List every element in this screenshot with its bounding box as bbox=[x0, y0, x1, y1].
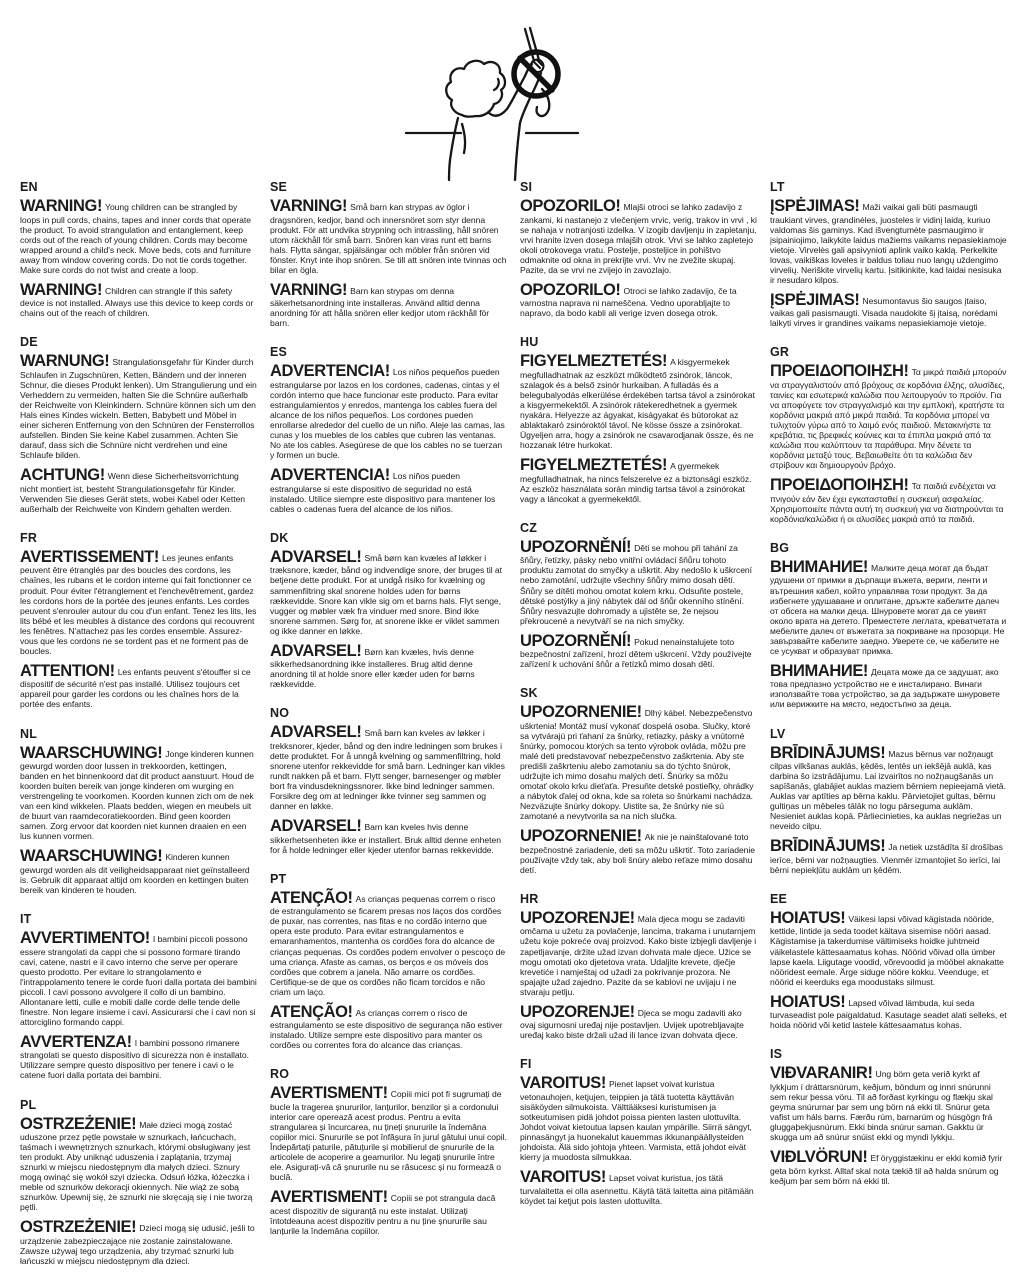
column-4 bbox=[770, 180, 1007, 1203]
warning-heading: ATENÇÃO! bbox=[270, 888, 353, 907]
language-code-label: DE bbox=[20, 335, 38, 350]
warning-heading: VAROITUS! bbox=[520, 1168, 606, 1187]
warning-heading: UPOZORENJE! bbox=[520, 1002, 635, 1021]
warning-heading: ADVARSEL! bbox=[270, 817, 362, 836]
warning-text: Lapset voivat kuristua, jos tätä turvalaitetta ei olla asennettu. Käytä tätä laitetta aina pitämään köydet tai ketjut pois lasten ulottuvilta. bbox=[520, 1173, 754, 1206]
warning-text: Los niños pueden estrangularse si este dispositivo de seguridad no está instalado. Utilice siempre este dispositivo para mantener los cables o cadenas fuera del alcance de los niños. bbox=[270, 471, 496, 514]
warning-heading: VIÐLVÖRUN! bbox=[770, 1148, 868, 1167]
warning-text: A kisgyermekek megfulladhatnak az eszközt működtető zsinórok, láncok, szalagok és a belső zsinór hurkaiban. A fulladás és a belegubalyodás elkerülése érdekében tartsa távol a zsinórokat a kisgyermekektől. A zsinórok rátekeredhetnek a gyermek nyakára. Helyezze az ágyakat, kiságyakat és bútorokat az ablaktakaró zsinóroktól távol. Ne kösse össze a zsinórokat. Ügyeljen arra, hogy a zsinórok ne csavarodjanak össze, és ne hozzanak létre hurkokat. bbox=[520, 357, 755, 451]
warning-text: Små børn kan kvæles af løkker i træksnore, kæder, bånd og indvendige snore, der bruges til at betjene dette produkt. For at undgå risiko for kvælning og sammenfiltring skal snorene holdes uden for børns rækkevidde. Snore kan vikle sig om et barns hals. Flyt senge, vugger og møbler væk fra vinduer med snore. Bind ikke snorene sammen. Sørg for, at snorene ikke er viklet sammen og ikke danner en løkke. bbox=[270, 552, 502, 636]
language-section-HR bbox=[520, 892, 757, 1040]
warning-heading: WAARSCHUWING! bbox=[20, 743, 163, 762]
language-code-label: DK bbox=[270, 530, 289, 545]
warning-heading: BRĪDINĀJUMS! bbox=[770, 743, 886, 762]
warning-text: Mazus bērnus var nožņaugt cilpas vilkšanas auklās, ķēdēs, lentēs un iekšējā auklā, kas darbina šo izstrādājumu. Lai izvairītos no nožņaugšanās un sapīšanās, glabājiet auklas maziem bērniem nepieejamā vietā. Auklas var aptīties ap bērna kaklu. Pārvietojiet gultas, bērnu gultiņas un mēbeles tālāk no logu pārseguma auklām. Nesieniet auklas kopā. Pārliecinieties, ka auklas negriežas un neveido cilpu. bbox=[770, 748, 1006, 832]
warning-paragraph bbox=[270, 1189, 507, 1236]
warning-text: Ung börn geta verið kyrkt af lykkjum í dráttarsnúrum, keðjum, böndum og innri snúrunni sem rekur þessa vöru. Til að forðast kyrkingu og flækju skal geyma snúrurnar þar sem ung börn ná ekki til. Snúrur geta vafist um háls barns. Færðu rúm, barnarúm og húsgögn frá gluggaþekjusnúrum. Ekki binda snúrur saman. Gakktu úr skugga um að snúrur snúist ekki og myndi lykkju. bbox=[770, 1069, 993, 1143]
warning-heading: ΠΡΟΕΙΔΟΠΟΙΗΣΗ! bbox=[770, 362, 909, 381]
warning-heading: HOIATUS! bbox=[770, 992, 846, 1011]
warning-paragraph bbox=[770, 994, 1007, 1031]
warning-paragraph bbox=[20, 745, 257, 842]
warning-heading: UPOZORNĚNÍ! bbox=[520, 631, 632, 650]
warning-text: Mlajši otroci se lahko zadavijo z zankami, ki nastanejo z vlečenjem vrvic, verig, trakov in vrvi , ki se nahaja v notranjosti izdelka. V izogib davljenju in zapletanju, vrvi hranite izven dosega mlajših otrok. Vrvi se lahko zapletejo okoli otrokovega vratu. Postelje, posteljice in pohištvo odmaknite od okna in prekrijte vrvi. Vrv ne zvežite skupaj. Pazite, da se vrvi ne zvijejo in zavozlajo. bbox=[520, 202, 757, 275]
warning-paragraph bbox=[270, 467, 507, 514]
language-code-label: PT bbox=[270, 871, 287, 886]
language-section-NL bbox=[20, 727, 257, 896]
warning-paragraph bbox=[270, 890, 507, 997]
warning-paragraph bbox=[20, 282, 257, 319]
warning-heading: WARNING! bbox=[20, 197, 103, 215]
warning-heading: VIÐVARANIR! bbox=[770, 1064, 873, 1083]
warning-heading: ВНИМАНИЕ! bbox=[770, 557, 869, 576]
warning-heading: FIGYELMEZTETÉS! bbox=[520, 456, 668, 475]
warning-text: As crianças correm o risco de estrangulamento se este dispositivo de segurança não estiver instalado. Utilize sempre este dispositivo para manter os cordões ou correntes fora do alcance das crianças. bbox=[270, 1007, 503, 1051]
warning-text: Jonge kinderen kunnen gewurgd worden door lussen in trekkoorden, kettingen, banden en het binnenkoord dat dit product aanstuurt. Houd de koorden buiten bereik van jonge kinderen om wurging en verstrengeling te voorkomen. Koorden kunnen zich om de nek van een kind wikkelen. Plaats bedden, wiegen en meubels uit de buurt van raamdecoratiekoorden. Bind geen koorden samen. Zorg ervoor dat koorden niet kunnen draaien en een lus kunnen vormen. bbox=[20, 748, 254, 842]
column-3 bbox=[520, 180, 757, 1223]
warning-paragraph bbox=[270, 1004, 507, 1051]
warning-heading: WAARSCHUWING! bbox=[20, 847, 163, 866]
warning-text: Strangulationsgefahr für Kinder durch Schlaufen in Zugschnüren, Ketten, Bändern und der inneren Schnur, die dieses Produkt lenken). Um Strangulierung und ein Verheddern zu vermeiden, halten Sie die Schnüre außerhalb der Reichweite von Kleinkindern. Schnüre können sich um den Hals eines Kindes wickeln. Betten, Babybett und Möbel in einer sicheren Entfernung von den Schnüren der Fensterrollos aufstellen. Binden Sie keine Kabel zusammen. Achten Sie darauf, dass sich die Schnüre nicht verdrehen und eine Schlaufe bilden. bbox=[20, 357, 257, 461]
warning-text: Děti se mohou při tahání za šňůry, řetízky, pásky nebo vnitřní ovládací šňůru tohoto produktu zamotat do smyčky a uškrtit. Aby nedošlo k uškrcení nebo zamotání, udržujte všechny šňůry mimo dosah dětí. Šňůry se dítěti mohou omotat kolem krku. Odsuňte postele, dětské postýlky a jiný nábytek dál od šňůr okenního stínění. Šňůry nesvazujte dohromady a ujistěte se, že nejsou překroucené a nevytváří se na nich smyčky. bbox=[520, 542, 753, 626]
warning-paragraph bbox=[270, 549, 507, 636]
warning-heading: AVVERTIMENTO! bbox=[20, 929, 150, 948]
warning-text: Les jeunes enfants peuvent être étranglés par des boucles des cordons, les chaînes, les rubans et le cordon interne qui fait fonctionner ce produit. Pour éviter l'étranglement et l'enchevêtrement, gardez les cordons hors de la portée des jeunes enfants. Les cordes peuvent s'enrouler autour du cou d'un enfant. Tenez les lits, les lits bébé et les meubles à distance des cordons qui recouvrent les fenêtres. N'attachez pas les cordes ensemble. Assurez-vous que les cordons ne se tordent pas et ne forment pas de boucles. bbox=[20, 552, 257, 656]
warning-text: Малките деца могат да бъдат удушени от примки в дърпащи въжета, вериги, ленти и вътрешния кабел, който управлява този продукт. За да избегнете удушаване и оплитане, дръжте кабелите далеч от обсега на малки деца. Шнуровете могат да се увият около врата на детето. Преместете леглата, креватчетата и мебелите далеч от въжетата за покриване на прозорци. Не завързвайте кабелите заедно. Уверете се, че кабелите не се усукват и образуват примка. bbox=[770, 562, 1007, 656]
warning-heading: AVVERTENZA! bbox=[20, 1032, 132, 1051]
warning-text: Copiii se pot strangula dacă acest dispozitiv de siguranță nu este instalat. Utilizați întotdeauna acest dispozitiv pentru a nu ține șnururile sau lanțurile la îndemâna copiilor. bbox=[270, 1193, 496, 1236]
column-1 bbox=[20, 180, 257, 1283]
language-code-label: NO bbox=[270, 706, 290, 721]
warning-paragraph bbox=[20, 1034, 257, 1081]
warning-heading: ВНИМАНИЕ! bbox=[770, 661, 869, 680]
language-section-SE bbox=[270, 180, 507, 328]
language-section-IS bbox=[770, 1047, 1007, 1185]
warning-heading: BRĪDINĀJUMS! bbox=[770, 837, 886, 856]
warning-text: Dzieci mogą się udusić, jeśli to urządzenie zabezpieczające nie zostanie zainstalowane. Zawsze używaj tego urządzenia, aby trzymać sznurki lub łańcuszki w miejscu niedostępnym dla dzieci. bbox=[20, 1223, 255, 1266]
warning-heading: OPOZORILO! bbox=[520, 197, 621, 215]
warning-heading: OSTRZEŻENIE! bbox=[20, 1114, 137, 1133]
warning-paragraph bbox=[20, 198, 257, 275]
child-reaching-cord-drawing bbox=[388, 26, 652, 182]
warning-heading: ATTENTION! bbox=[20, 661, 115, 680]
language-section-SI bbox=[520, 180, 757, 318]
warning-heading: ACHTUNG! bbox=[20, 466, 105, 485]
warning-text: Små barn kan kveles av løkker i trekksnorer, kjeder, bånd og den indre ledningen som brukes i dette produktet. For å unngå kvelning og sammenfiltring, hold snorene utenfor rekkevidde for små barn. Ledninger kan vikles rundt nakken på et barn. Flytt senger, barnesenger og møbler bort fra vindusdekningssnorer. Ikke bind ledninger sammen. Forsikre deg om at ledninger ikke tvinner seg sammen og danner en løkke. bbox=[270, 728, 505, 812]
warning-paragraph bbox=[520, 353, 757, 450]
child-cord-warning-illustration bbox=[388, 26, 652, 182]
warning-paragraph bbox=[270, 363, 507, 460]
warning-paragraph bbox=[520, 828, 757, 875]
language-code-label: LV bbox=[770, 726, 786, 741]
child-torso bbox=[515, 123, 520, 180]
warning-paragraph bbox=[20, 1116, 257, 1213]
warning-text: Ef öryggistækinu er ekki komið fyrir geta börn kyrkst. Alltaf skal nota tækið til að halda snúrum og keðjum þar sem börn ná ekki til. bbox=[770, 1153, 1003, 1186]
warning-text: Pienet lapset voivat kuristua vetonauhojen, ketjujen, teippien ja tätä tuotetta käyttävän sisäköyden silmukoista. Välttääksesi kuristumisen ja sotkeutumisen pidä johdot poissa pienten lasten ulottuvilta. Johdot voivat kietoutua lapsen kaulan ympärille. Siirrä sängyt, pinnasängyt ja huonekalut kauemmas ikkunanpäällysteiden johdoista. Älä sido johtoja yhteen. Varmista, että johdot eivät kierry ja muodosta silmukkaa. bbox=[520, 1079, 752, 1163]
language-section-GR bbox=[770, 345, 1007, 524]
warning-paragraph bbox=[520, 633, 757, 670]
language-section-SK bbox=[520, 686, 757, 875]
child-back bbox=[449, 118, 458, 180]
text-columns bbox=[20, 180, 1006, 1283]
warning-heading: ADVARSEL! bbox=[270, 641, 362, 660]
warning-heading: UPOZORNENIE! bbox=[520, 827, 642, 846]
language-section-FI bbox=[520, 1057, 757, 1205]
warning-heading: ADVERTENCIA! bbox=[270, 466, 390, 485]
warning-text: I bambini piccoli possono essere strangolati da cappi che si possono formare tirando cavi, catene, nastri e il cavo interno che serve per operare questo prodotto. Per evitare lo strangolamento e l'intrappolamento tenere le corde fuori dalla portata dei bambini piccoli. I cavi possono avvolgere il collo di un bambino. Allontanare letti, culle e mobili dalle corde delle tende delle finestre. Non legare insieme i cavi. Assicurarsi che i cavi non si attorciglino formando cappi. bbox=[20, 934, 257, 1027]
warning-text: Los niños pequeños pueden estrangularse por lazos en los cordones, cadenas, cintas y el cordón interno que hace funcionar este producto. Para evitar estrangulamientos y enredos, mantenga los cables fuera del alcance de los niños pequeños. Los cordones pueden enrollarse alrededor del cuello de un niño. Aleje las camas, las cunas y los muebles de los cables que cubren las ventanas. No ate los cables. Asegúrese de que los cables no se tuerzan y formen un bucle. bbox=[270, 367, 505, 461]
warning-heading: ADVERTENCIA! bbox=[270, 362, 390, 381]
warning-paragraph bbox=[770, 663, 1007, 710]
warning-heading: HOIATUS! bbox=[770, 908, 846, 927]
warning-paragraph bbox=[520, 1004, 757, 1041]
language-section-NO bbox=[270, 706, 507, 854]
warning-paragraph bbox=[770, 838, 1007, 875]
warning-heading: AVERTISMENT! bbox=[270, 1188, 388, 1207]
warning-text: Τα παιδιά ενδέχεται να πνιγούν εάν δεν έχει εγκατασταθεί η συσκευή ασφαλείας. Χρησιμοποιείτε πάντα αυτή τη συσκευή για να διατηρούνται τα κορδόνια/καλώδια ή οι αλυσίδες μακριά από τα παιδιά. bbox=[770, 481, 1004, 524]
language-code-label: LT bbox=[770, 180, 785, 194]
warning-text: Maži vaikai gali būti pasmaugti traukiant virves, grandinėles, juosteles ir vidinį laidą, kuriuo valdomas šis gaminys. Kad išvengtumėte pasmaugimo ir įsipainiojimo, laikykite laidus mažiems vaikams nepasiekiamoje vietoje. Virvelės gali apsivynioti aplink vaiko kaklą. Perkelkite lovas, vaikiškas loveles ir baldus toliau nuo langų uždengimo virvelių. Neriškite virvelių kartu. Įsitikinkite, kad laidai nesisuka ir nesudaro kilpos. bbox=[770, 202, 1007, 285]
language-section-EE bbox=[770, 892, 1007, 1030]
language-section-LT bbox=[770, 180, 1007, 328]
warning-text: Małe dzieci mogą zostać uduszone przez pętle powstałe w sznurkach, łańcuchach, taśmach i wewnętrznych sznurkach, którymi obsługiwany jest ten produkt. Aby uniknąć uduszenia i zaplątania, trzymaj sznurki w miejscu niedostępnym dla małych dzieci. Sznury mogą owinąć się wokół szyi dziecka. Odsuń łóżka, łóżeczka i meble od sznurków dekoracji okiennych. Nie wiąż ze sobą sznurków. Upewnij się, że sznurki nie skręcają się i nie tworzą pętli. bbox=[20, 1119, 253, 1213]
warning-text: Pokud nenainstalujete toto bezpečnostní zařízení, hrozí dětem uškrcení. Vždy používejte zařízení k uchování šňůr a řetízků mimo dosah dětí. bbox=[520, 636, 752, 670]
warning-paragraph bbox=[270, 818, 507, 855]
language-code-label: PL bbox=[20, 1097, 37, 1112]
warning-paragraph bbox=[520, 198, 757, 275]
warning-heading: AVERTISMENT! bbox=[270, 1084, 388, 1103]
warning-paragraph bbox=[520, 539, 757, 626]
warning-paragraph bbox=[20, 930, 257, 1027]
warning-paragraph bbox=[20, 663, 257, 710]
language-code-label: IS bbox=[770, 1047, 783, 1062]
warning-text: Mala djeca mogu se zadaviti omčama u užetu za povlačenje, lancima, trakama i unutarnjem užetu koje pokreće ovaj proizvod. Kako biste izbjegli davljenje i zapetljavanje, držite užad izvan dohvata male djece. Užice se mogu omotati oko djetetova vrata. Udaljite krevete, dječje krevetiće i namještaj od užadi za pokrivanje prozora. Ne spajajte užad zajedno. Pazite da se kablovi ne uvijaju i ne stvaraju petlju. bbox=[520, 913, 757, 997]
warning-paragraph bbox=[270, 643, 507, 690]
warning-text: Dlhý kábel. Nebezpečenstvo uškrtenia! Montáž musí vykonať dospelá osoba. Slučky, ktoré sa vytvárajú pri ťahaní za šnúrky, retiazky, pásky a vnútorné šnúrky, pomocou ktorých sa tento výrobok ovláda, môžu pre malé deti predstavovať nebezpečenstvo zaškrtenia. Aby ste predišli zaškrteniu alebo zamotaniu sa do týchto šnúrok, udržujte ich mimo dosahu malých detí. Šnúrky sa môžu omotať okolo krku dieťaťa. Presuňte detské postieľky, ohrádky a nábytok ďalej od okna, kde sa roleta so šnúrkami nachádza. Nezväzujte šnúrky dokopy. Uistite sa, že šnúrky nie sú zamotané a nevytvorila sa na nich slučka. bbox=[520, 708, 754, 822]
warning-text: Lapsed võivad lämbuda, kui seda turvaseadist pole paigaldatud. Kasutage seadet alati selleks, et hoida nöörid või ketid lastele kättesaamatus kohas. bbox=[770, 997, 1007, 1031]
warning-paragraph bbox=[520, 910, 757, 997]
warning-heading: WARNUNG! bbox=[20, 352, 110, 371]
warning-heading: UPOZORNENIE! bbox=[520, 703, 642, 722]
language-code-label: SI bbox=[520, 180, 533, 194]
language-section-DK bbox=[270, 531, 507, 689]
warning-paragraph bbox=[770, 1065, 1007, 1142]
warning-heading: UPOZORENJE! bbox=[520, 908, 635, 927]
warning-heading: ĮSPĖJIMAS! bbox=[770, 197, 860, 215]
warning-text: Små barn kan strypas av öglor i dragsnören, kedjor, band och innersnöret som styr denna produkt. För att undvika strypning och intrassling, håll snören utom räckhåll för små barn. Snören kan viras runt ett barns hals. Flytta sängar, spjälsängar och möbler från snören vid fönster. Knyt inte ihop snören. Se till att snören inte tvinnas och bilar en ögla. bbox=[270, 202, 507, 275]
warning-text: Ak nie je nainštalované toto bezpečnostné zariadenie, deti sa môžu uškrtiť. Toto zariadenie používajte vždy tak, aby boli šnúry alebo reťaze mimo dosahu detí. bbox=[520, 832, 755, 875]
language-section-ES bbox=[270, 345, 507, 514]
warning-text: As crianças pequenas correm o risco de estrangulamento se ficarem presas nos laços dos cordões de puxar, nas correntes, nas fitas e no cordão interno que opera este produto. Para evitar estrangulamentos e emaranhamentos, mantenha os cordões fora do alcance de crianças pequenas. Os cordões podem envolver o pescoço de uma criança. Afaste as camas, os berços e os móveis dos cordões que cobrem a janela. Não amarre os cordões. Certifique-se de que os cordões não ficam torcidos e não criam um laço. bbox=[270, 893, 506, 997]
warning-text: Djeca se mogu zadaviti ako ovaj sigurnosni uređaj nije postavljen. Uvijek upotrebljavajte uređaj kako biste držali užad ili lance izvan dohvata djece. bbox=[520, 1007, 744, 1041]
warning-heading: ADVARSEL! bbox=[270, 723, 362, 742]
language-code-label: CZ bbox=[520, 520, 538, 535]
warning-heading: UPOZORNĚNÍ! bbox=[520, 537, 632, 556]
warning-paragraph bbox=[770, 559, 1007, 656]
language-section-FR bbox=[20, 531, 257, 710]
warning-text: Les enfants peuvent s'étouffer si ce dispositif de sécurité n'est pas installé. Utilisez toujours cet appareil pour garder les cordons ou les chaînes hors de la portée des enfants. bbox=[20, 666, 251, 710]
child-hand-lower bbox=[462, 124, 465, 153]
warning-heading: ADVARSEL! bbox=[270, 547, 362, 566]
language-code-label: GR bbox=[770, 345, 790, 360]
warning-paragraph bbox=[770, 910, 1007, 987]
warning-paragraph bbox=[270, 724, 507, 811]
warning-heading: WARNING! bbox=[20, 280, 103, 299]
warning-text: Young children can be strangled by loops in pull cords, chains, tapes and inner cords that operate the product. To avoid strangulation and entanglement, keep cords out of the reach of young children. Cords may become wrapped around a child's neck. Move beds, cots and furniture away from window covering cords. Do not tie cords together. Make sure cords do not twist and create a loop. bbox=[20, 202, 251, 275]
column-2 bbox=[270, 180, 507, 1253]
language-code-label: IT bbox=[20, 912, 32, 927]
language-code-label: ES bbox=[270, 345, 288, 360]
warning-paragraph bbox=[270, 1085, 507, 1182]
warning-paragraph bbox=[20, 353, 257, 460]
warning-heading: ĮSPĖJIMAS! bbox=[770, 290, 860, 309]
warning-paragraph bbox=[770, 477, 1007, 524]
warning-paragraph bbox=[520, 282, 757, 319]
warning-paragraph bbox=[520, 1075, 757, 1162]
language-code-label: BG bbox=[770, 540, 790, 555]
language-section-DE bbox=[20, 335, 257, 514]
warning-heading: ΠΡΟΕΙΔΟΠΟΙΗΣΗ! bbox=[770, 476, 909, 495]
language-code-label: HU bbox=[520, 335, 539, 350]
warning-heading: OSTRZEŻENIE! bbox=[20, 1218, 137, 1237]
warning-heading: FIGYELMEZTETÉS! bbox=[520, 352, 668, 371]
language-section-BG bbox=[770, 541, 1007, 710]
warning-text: Nesumontavus šio saugos įtaiso, vaikas gali pasismaugti. Visada naudokite šį įtaisą, norėdami laikyti virves ir grandines vaikams nepasiekiamoje vietoje. bbox=[770, 295, 998, 329]
warning-text: Børn kan kvæles, hvis denne sikkerhedsanordning ikke installeres. Brug altid denne anordning til at holde snore eller kæder uden for børns rækkevidde. bbox=[270, 646, 475, 690]
warning-heading: ATENÇÃO! bbox=[270, 1002, 353, 1021]
child-face bbox=[494, 79, 499, 90]
warning-text: Children can strangle if this safety device is not installed. Always use this device to keep cords or chains out of the reach of children. bbox=[20, 285, 254, 319]
language-code-label: EE bbox=[770, 891, 788, 906]
warning-text: Ja netiek uzstādīta šī drošības ierīce, bērni var nožņaugties. Vienmēr izmantojiet šo ierīci, lai bērni nepiekļūtu auklām un ķēdēm. bbox=[770, 842, 1003, 875]
warning-paragraph bbox=[20, 467, 257, 514]
warning-text: Barn kan kveles hvis denne sikkerhetsenheten ikke er installert. Bruk alltid denne enheten for å holde ledninger eller kjeder utenfor barnas rekkevidde. bbox=[270, 822, 501, 855]
warning-text: I bambini possono rimanere strangolati se questo dispositivo di sicurezza non è installato. Utilizzare sempre questo dispositivo per tenere i cavi o le catene fuori dalla portata dei bambini. bbox=[20, 1037, 249, 1081]
language-code-label: RO bbox=[270, 1067, 290, 1082]
language-code-label: NL bbox=[20, 726, 38, 741]
warning-paragraph bbox=[770, 745, 1007, 832]
warning-text: A gyermekek megfulladhatnak, ha nincs felszerelve ez a biztonsági eszköz. Az eszköz használata során mindig tartsa távol a zsinórokat vagy a láncokat a gyermekektől. bbox=[520, 461, 752, 504]
warning-text: Väikesi lapsi võivad kägistada nööride, kettide, lintide ja seda toodet käitava sisemise nööri aasad. Kägistamise ja takerdumise vältimiseks hoidke juhtmeid väikelastele kättesaamatus kohas. Nöörid võivad olla ümber lapse kaela. Liigutage voodid, võrevoodid ja mööbel aknakatte nööridest eemale. Ärge siduge nööre kokku. Veenduge, et nöörid ei keerduks ega moodustaks silmust. bbox=[770, 913, 1004, 987]
language-code-label: HR bbox=[520, 891, 539, 906]
warning-paragraph bbox=[770, 1149, 1007, 1186]
language-section-LV bbox=[770, 727, 1007, 875]
language-section-HU bbox=[520, 335, 757, 504]
warning-paragraph bbox=[20, 1219, 257, 1266]
warning-paragraph bbox=[520, 457, 757, 504]
warning-paragraph bbox=[20, 549, 257, 656]
warning-text: Τα μικρά παιδιά μπορούν να στραγγαλιστούν από βρόχους σε κορδόνια έλξης, αλυσίδες, ταινίες και εσωτερικά καλώδια που λειτουργούν το προϊόν. Για να αποφύγετε τον στραγγαλισμό και την εμπλοκή, κρατήστε τα κορδόνια μακριά από μικρά παιδιά. Τα κορδόνια μπορεί να τυλιχτούν γύρω από το λαιμό ενός παιδιού. Μετακινήστε τα κρεβάτια, τις βρεφικές κούνιες και τα έπιπλα μακριά από τα καλώδια που καλύπτουν τα παράθυρα. Μην δένετε τα κορδόνια μεταξύ τους. Βεβαιωθείτε ότι τα καλώδια δεν στρίβουν και δημιουργούν βρόχο. bbox=[770, 367, 1007, 471]
warning-paragraph bbox=[770, 198, 1007, 285]
language-code-label: SE bbox=[270, 180, 288, 194]
language-section-PL bbox=[20, 1098, 257, 1267]
warning-paragraph bbox=[270, 282, 507, 329]
warning-paragraph bbox=[20, 848, 257, 895]
warning-text: Wenn diese Sicherheitsvorrichtung nicht montiert ist, besteht Strangulationsgefahr für Kinder. Verwenden Sie dieses Gerät stets, wobei Kabel oder Ketten außerhalb der Reichweite von Kindern gehalten werden. bbox=[20, 471, 246, 514]
warning-paragraph bbox=[520, 704, 757, 821]
warning-text: Copiii mici pot fi sugrumați de bucle la tragerea șnururilor, lanțurilor, benzilor și a cordonului interior care operează acest produs. Pentru a evita strangularea și încurcarea, nu țineți șnururile la îndemâna copiilor mici. Șnururile se pot înfășura în jurul gâtului unui copil. Îndepărtați paturile, pătuțurile și mobilierul de șnururile de la articolele de acoperire a geamurilor. Nu legați șnururile între ele. Asigurați-vă că șnururile nu se răsucesc și nu formează o buclă. bbox=[270, 1089, 507, 1183]
warning-text: Otroci se lahko zadavijo, če ta varnostna naprava ni nameščena. Vedno uporabljajte to napravo, da bodo kabli ali verige izven dosega otrok. bbox=[520, 285, 737, 319]
warning-paragraph bbox=[770, 292, 1007, 329]
warning-paragraph bbox=[770, 363, 1007, 470]
language-code-label: FI bbox=[520, 1057, 532, 1072]
warning-text: Barn kan strypas om denna säkerhetsanordning inte installeras. Använd alltid denna anordning för att hålla snören eller kedjor utom räckhåll för barn. bbox=[270, 285, 490, 329]
warning-heading: VAROITUS! bbox=[520, 1074, 606, 1093]
language-code-label: FR bbox=[20, 530, 38, 545]
language-section-IT bbox=[20, 912, 257, 1081]
warning-paragraph bbox=[520, 1169, 757, 1206]
language-section-CZ bbox=[520, 521, 757, 669]
language-code-label: EN bbox=[20, 180, 38, 194]
warning-heading: AVERTISSEMENT! bbox=[20, 547, 159, 566]
warning-text: Децата може да се задушат, ако това предпазно устройство не е инсталирано. Винаги използвайте това устройство, за да задържате шнуровете или верижките на място, недостъпно за деца. bbox=[770, 666, 1000, 710]
language-section-EN bbox=[20, 180, 257, 318]
warning-text: Kinderen kunnen gewurgd worden als dit veiligheidsapparaat niet geïnstalleerd is. Gebruik dit apparaat altijd om koorden en kettingen buiten bereik van kinderen te houden. bbox=[20, 852, 250, 895]
language-code-label: SK bbox=[520, 686, 538, 701]
language-section-RO bbox=[270, 1067, 507, 1236]
warning-heading: OPOZORILO! bbox=[520, 280, 621, 299]
warning-heading: VARNING! bbox=[270, 280, 348, 299]
warning-paragraph bbox=[270, 198, 507, 275]
warning-heading: VARNING! bbox=[270, 197, 348, 215]
